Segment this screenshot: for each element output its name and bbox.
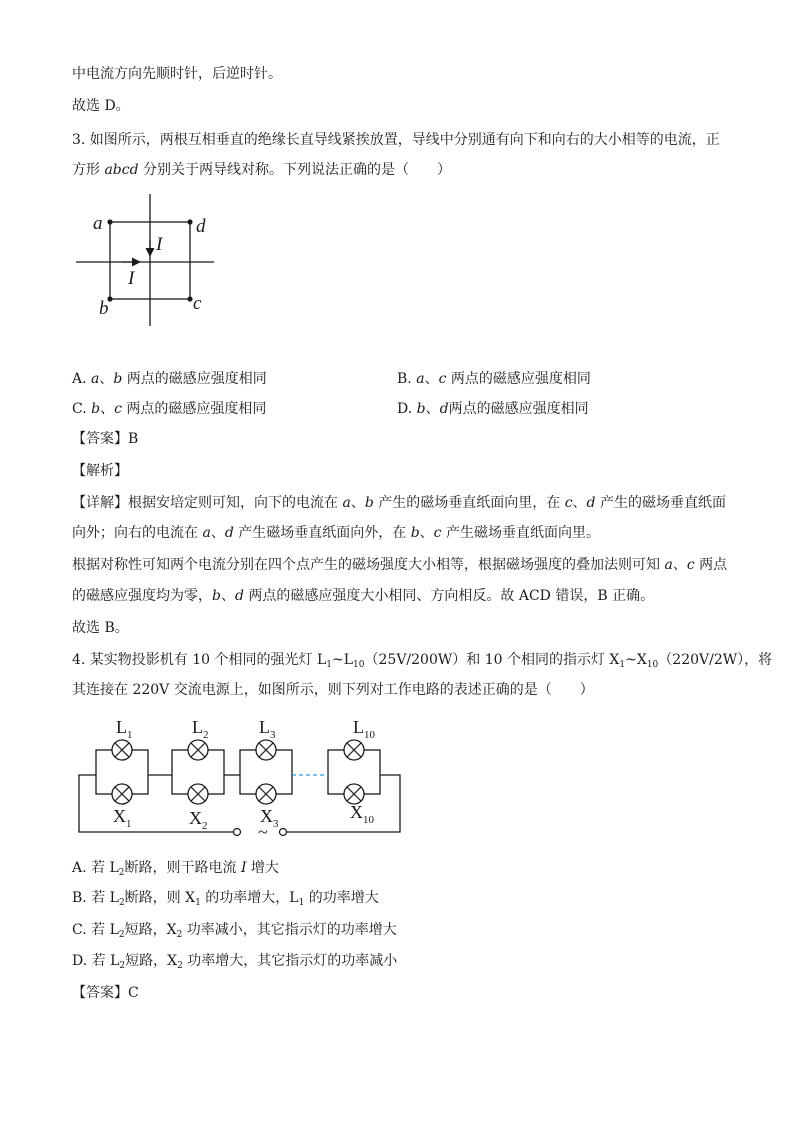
q3-conclusion: 故选 B。 xyxy=(72,620,129,636)
option-a-sep: 、 xyxy=(99,371,114,387)
option-b-var1: a xyxy=(416,371,425,387)
ac-symbol: ~ xyxy=(258,822,268,840)
point-c-dot xyxy=(187,296,192,301)
option-a-var1: a xyxy=(91,371,100,387)
answer-tag: 【答案】 xyxy=(72,985,128,1001)
option-d-sep: 、 xyxy=(425,401,440,417)
answer-value: B xyxy=(128,431,139,447)
option-b-text: 两点的磁感应强度相同 xyxy=(446,371,591,387)
label-x10: $X_{10}$ xyxy=(350,802,374,826)
detail-tag: 【详解】 xyxy=(72,495,128,511)
intro-line-2: 故选 D。 xyxy=(72,98,130,114)
option-d-var1: b xyxy=(416,401,426,417)
label-x3: $X_3$ xyxy=(260,806,279,830)
option-a-prefix: A. xyxy=(72,371,92,387)
q3-detail-line-4: 的磁感应强度均为零，b、d 两点的磁感应强度大小相同、方向相反。故 ACD 错误，B 正确。 xyxy=(72,588,655,604)
intro-line-1: 中电流方向先顺时针，后逆时针。 xyxy=(72,66,282,82)
ac-terminal-right xyxy=(280,829,287,836)
point-a-dot xyxy=(107,219,112,224)
outer-wire-right xyxy=(286,775,400,832)
option-a-var2: b xyxy=(113,371,123,387)
q3-detail-line-3: 根据对称性可知两个电流分别在四个点产生的磁场强度大小相等，根据磁场强度的叠加法则可知 a、c 两点 xyxy=(72,557,728,573)
label-x1: $X_1$ xyxy=(113,806,132,830)
q3-stem-text-b: 分别关于两导线对称。下列说法正确的是（ ） xyxy=(138,162,452,178)
q3-option-b[interactable] xyxy=(397,369,591,389)
label-I-right: I xyxy=(128,268,135,289)
q3-detail-line-2: 向外；向右的电流在 a、d 产生磁场垂直纸面向外，在 b、c 产生磁场垂直纸面向里。 xyxy=(72,525,600,541)
answer-value: C xyxy=(128,985,139,1001)
option-c-var2: c xyxy=(114,401,122,417)
q4-answer xyxy=(72,983,139,1003)
q3-stem-line-2 xyxy=(72,160,451,180)
label-l3: $L_3$ xyxy=(259,717,276,741)
q3-option-d[interactable] xyxy=(397,399,589,419)
option-c-prefix: C. xyxy=(72,401,92,417)
q3-stem-text-a: 方形 xyxy=(72,162,105,178)
label-I-down: I xyxy=(156,234,163,255)
q3-option-a[interactable] xyxy=(72,369,267,389)
lamp-l3 xyxy=(256,740,276,760)
label-b: b xyxy=(99,298,109,319)
q3-analysis-tag: 【解析】 xyxy=(72,463,128,479)
lamp-x2 xyxy=(188,784,208,804)
label-x2: $X_2$ xyxy=(189,808,208,832)
option-d-text: 两点的磁感应强度相同 xyxy=(448,401,589,417)
q3-option-c[interactable] xyxy=(72,399,266,419)
lamp-x3 xyxy=(256,784,276,804)
lamp-x1 xyxy=(112,784,132,804)
option-b-prefix: B. xyxy=(397,371,417,387)
option-c-text: 两点的磁感应强度相同 xyxy=(121,401,267,417)
q4-option-a[interactable]: A. 若 $L_2$断路，则干路电流 I 增大 xyxy=(72,860,279,878)
q3-wire-figure xyxy=(70,190,220,330)
label-d: d xyxy=(196,216,206,237)
label-l1: $L_1$ xyxy=(116,717,133,741)
option-a-text: 两点的磁感应强度相同 xyxy=(122,371,267,387)
q4-stem-line-1: 4. 某实物投影机有 10 个相同的强光灯 $L_1\sim L_{10}(25V/200W)$和 10 个相同的指示灯 $X_1\sim X_{10}(220V/2W)$，将 xyxy=(72,652,773,670)
label-a: a xyxy=(93,213,103,234)
ac-terminal-left xyxy=(234,829,241,836)
label-l10: $L_{10}$ xyxy=(353,717,375,741)
option-d-prefix: D. xyxy=(397,401,417,417)
q3-detail-line-1: 【详解】根据安培定则可知，向下的电流在 a、b 产生的磁场垂直纸面向里，在 c、d 产生的磁场垂直纸面 xyxy=(72,495,726,511)
q4-option-d[interactable]: D. 若 $L_2$短路，$X_2$ 功率增大，其它指示灯的功率减小 xyxy=(72,953,398,971)
q3-stem-line-1: 3. 如图所示，两根互相垂直的绝缘长直导线紧挨放置，导线中分别通有向下和向右的大小相等的电流，正 xyxy=(72,132,720,148)
lamp-x10 xyxy=(344,784,364,804)
lamp-l2 xyxy=(188,740,208,760)
q4-circuit-figure xyxy=(74,712,410,840)
q3-answer xyxy=(72,429,138,449)
q4-option-b[interactable]: B. 若 $L_2$断路，则 $X_1$ 的功率增大，$L_1$ 的功率增大 xyxy=(72,890,379,908)
answer-tag: 【答案】 xyxy=(72,431,128,447)
label-l2: $L_2$ xyxy=(192,717,209,741)
option-c-sep: 、 xyxy=(100,401,115,417)
q3-stem-var: abcd xyxy=(104,162,139,178)
q4-option-c[interactable]: C. 若 $L_2$短路，$X_2$ 功率减小，其它指示灯的功率增大 xyxy=(72,922,397,940)
option-c-var1: b xyxy=(91,401,101,417)
lamp-l10 xyxy=(344,740,364,760)
option-d-var2: d xyxy=(439,401,449,417)
q4-stem-line-2: 其连接在 220V 交流电源上，如图所示，则下列对工作电路的表述正确的是（ ） xyxy=(72,682,594,698)
lamp-l1 xyxy=(112,740,132,760)
option-b-sep: 、 xyxy=(424,371,439,387)
label-c: c xyxy=(193,293,202,314)
option-b-var2: c xyxy=(438,371,447,387)
outer-wire-left xyxy=(79,775,234,832)
point-d-dot xyxy=(187,219,192,224)
